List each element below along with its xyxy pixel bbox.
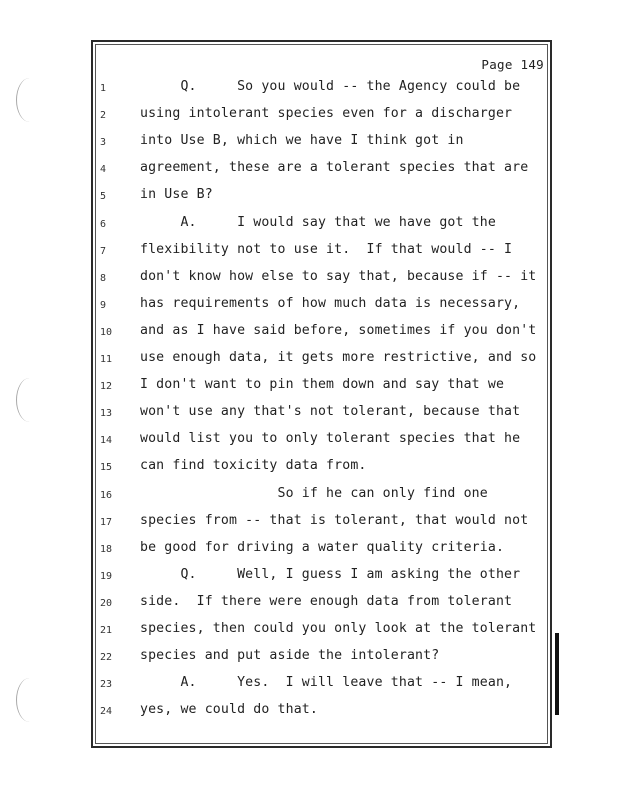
transcript-line: [0, 431, 622, 451]
line-text: Q. So you would -- the Agency could be: [140, 79, 521, 94]
transcript-line: [0, 377, 622, 397]
line-text: would list you to only tolerant species that he: [140, 431, 521, 447]
line-number: 11: [100, 354, 113, 365]
page-number: Page 149: [481, 57, 544, 72]
line-number: 23: [100, 679, 113, 691]
transcript-line: [0, 621, 622, 641]
line-text: species from -- that is tolerant, that would not: [140, 512, 529, 528]
line-number: 17: [100, 516, 113, 528]
line-text: A. I would say that we have got the: [140, 214, 496, 230]
transcript-line: [0, 133, 622, 153]
transcript-line: [0, 269, 622, 289]
transcript-line: [0, 513, 622, 533]
line-text: A. Yes. I will leave that -- I mean,: [140, 675, 513, 691]
line-text: yes, we could do that.: [140, 702, 318, 718]
line-text: side. If there were enough data from tolerant: [140, 593, 513, 609]
line-number: 22: [100, 652, 113, 664]
line-text: agreement, these are a tolerant species that are: [140, 160, 529, 176]
line-text: won't use any that's not tolerant, because that: [140, 404, 521, 420]
line-text: I don't want to pin them down and say that we: [140, 377, 505, 393]
transcript-line: [0, 540, 622, 560]
transcript-line: [0, 594, 622, 614]
line-text: in Use B?: [140, 187, 213, 203]
line-number: 2: [100, 110, 107, 122]
line-number: 7: [100, 245, 107, 257]
line-number: 12: [100, 381, 113, 393]
transcript-line: [0, 323, 622, 343]
line-number: 6: [100, 218, 107, 230]
line-number: 16: [100, 489, 113, 501]
line-text: into Use B, which we have I think got in: [140, 133, 464, 149]
line-text: So if he can only find one: [140, 485, 488, 501]
transcript-line: [0, 702, 622, 722]
line-text: Q. Well, I guess I am asking the other: [140, 566, 521, 582]
transcript-line: [0, 215, 622, 235]
line-number: 15: [100, 462, 113, 474]
line-text: can find toxicity data from.: [140, 458, 367, 474]
line-number: 18: [100, 543, 113, 555]
transcript-line: [0, 458, 622, 478]
transcript-line: [0, 404, 622, 424]
line-number: 1: [100, 83, 107, 94]
line-text: flexibility not to use it. If that would -- I: [140, 241, 513, 257]
line-number: 14: [100, 435, 113, 447]
line-number: 4: [100, 164, 107, 176]
line-text: don't know how else to say that, because if -- it: [140, 268, 537, 284]
line-number: 9: [100, 299, 107, 311]
line-number: 19: [100, 570, 113, 582]
line-number: 20: [100, 597, 113, 609]
transcript-line: [0, 160, 622, 180]
transcript-line: [0, 79, 622, 99]
transcript-line: [0, 242, 622, 262]
line-text: has requirements of how much data is necessary,: [140, 295, 521, 311]
line-number: 3: [100, 137, 107, 149]
line-text: and as I have said before, sometimes if you don't: [140, 322, 537, 338]
transcript-line: [0, 296, 622, 316]
transcript-line: [0, 486, 622, 506]
line-number: 21: [100, 625, 113, 636]
line-text: species, then could you only look at the tolerant: [140, 621, 537, 636]
line-number: 8: [100, 272, 107, 284]
transcript-line: [0, 567, 622, 587]
line-text: using intolerant species even for a discharger: [140, 106, 513, 122]
line-text: species and put aside the intolerant?: [140, 648, 440, 664]
transcript-line: [0, 648, 622, 668]
line-number: 10: [100, 326, 113, 338]
transcript-line: [0, 106, 622, 126]
transcript-line: [0, 675, 622, 695]
transcript-line: [0, 350, 622, 370]
line-number: 13: [100, 408, 113, 420]
transcript-line: [0, 187, 622, 207]
line-text: use enough data, it gets more restrictive, and so: [140, 350, 537, 365]
line-number: 24: [100, 706, 113, 718]
line-number: 5: [100, 191, 107, 203]
line-text: be good for driving a water quality criteria.: [140, 539, 505, 555]
